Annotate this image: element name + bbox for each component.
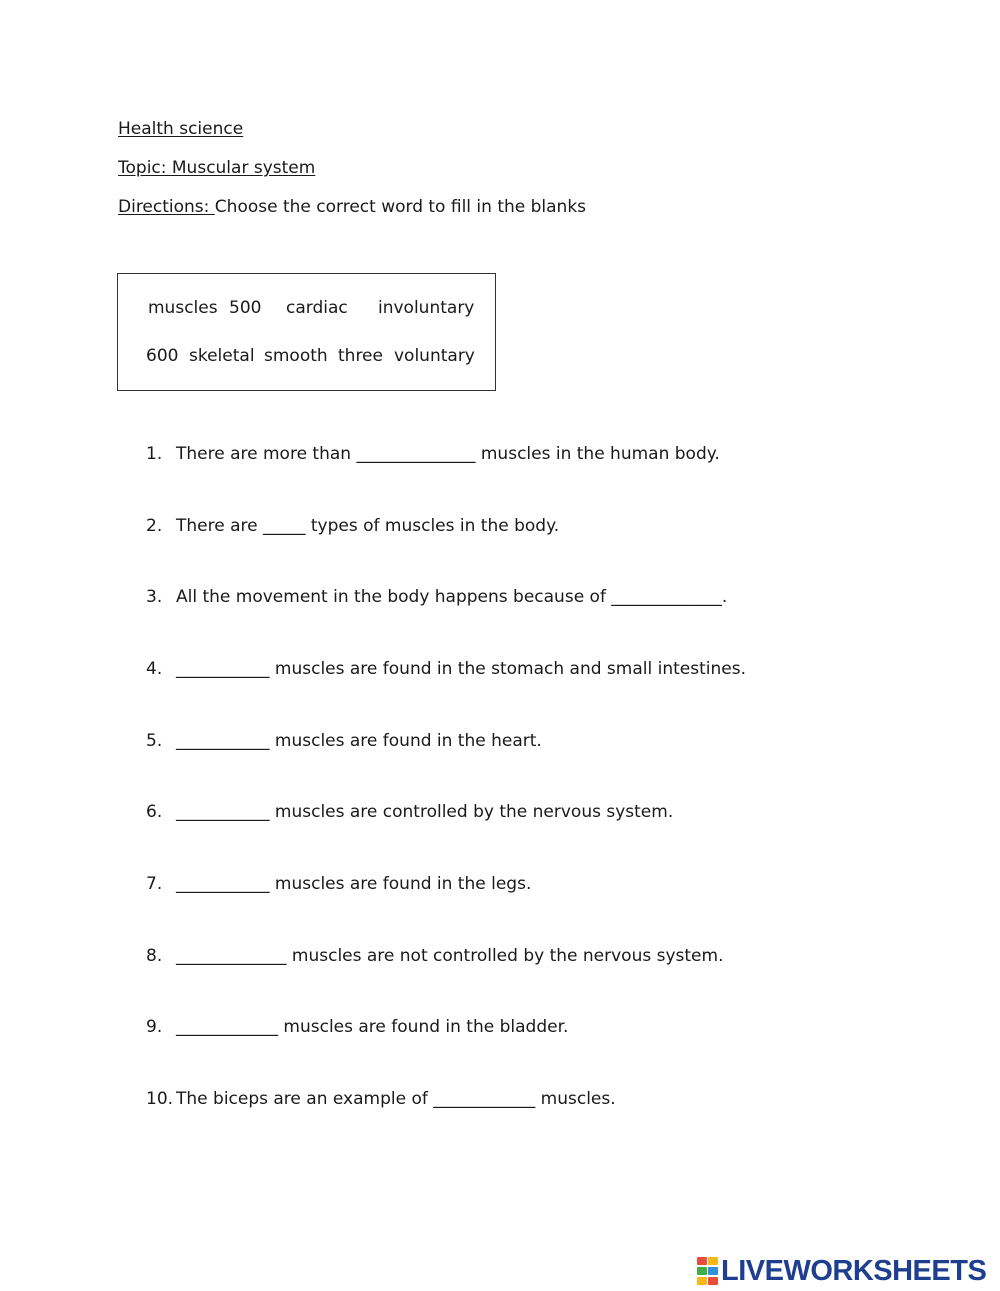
word-bank-item: voluntary xyxy=(394,346,475,366)
question-text: The biceps are an example of ____________ muscles. xyxy=(176,1089,616,1109)
word-bank-item: involuntary xyxy=(378,298,475,318)
word-bank-item: three xyxy=(338,346,383,366)
question-number: 1. xyxy=(146,444,163,464)
topic-heading: Topic: Muscular system xyxy=(118,158,316,178)
directions-text: Choose the correct word to fill in the blanks xyxy=(214,197,587,217)
logo-block xyxy=(708,1267,718,1275)
logo-block xyxy=(697,1267,707,1275)
question-text: ____________ muscles are found in the bladder. xyxy=(176,1017,569,1037)
question-number: 7. xyxy=(146,874,163,894)
liveworksheets-logo xyxy=(697,1255,986,1287)
word-bank xyxy=(117,273,496,391)
question-text: ___________ muscles are found in the legs. xyxy=(176,874,532,894)
word-bank-item: smooth xyxy=(264,346,328,366)
question-text: _____________ muscles are not controlled by the nervous system. xyxy=(176,946,724,966)
question-number: 10. xyxy=(146,1089,174,1109)
logo-blocks-icon xyxy=(697,1257,719,1285)
question-number: 2. xyxy=(146,516,163,536)
question-number: 3. xyxy=(146,587,163,607)
question-number: 5. xyxy=(146,731,163,751)
question-number: 8. xyxy=(146,946,163,966)
logo-block xyxy=(708,1257,718,1265)
word-bank-item: skeletal xyxy=(189,346,255,366)
question-text: There are more than ______________ muscles in the human body. xyxy=(176,444,720,464)
word-bank-item: cardiac xyxy=(286,298,348,318)
logo-block xyxy=(708,1277,718,1285)
question-text: All the movement in the body happens because of _____________. xyxy=(176,587,728,607)
word-bank-item: 600 xyxy=(146,346,179,366)
question-text: ___________ muscles are found in the stomach and small intestines. xyxy=(176,659,746,679)
logo-block xyxy=(697,1277,707,1285)
question-text: ___________ muscles are found in the heart. xyxy=(176,731,542,751)
directions-label: Directions: xyxy=(118,197,215,217)
question-number: 9. xyxy=(146,1017,163,1037)
subject-heading: Health science xyxy=(118,119,244,139)
question-number: 6. xyxy=(146,802,163,822)
word-bank-item: muscles xyxy=(148,298,218,318)
question-text: ___________ muscles are controlled by the nervous system. xyxy=(176,802,674,822)
question-text: There are _____ types of muscles in the body. xyxy=(176,516,560,536)
word-bank-item: 500 xyxy=(229,298,262,318)
directions xyxy=(118,196,586,218)
logo-block xyxy=(697,1257,707,1265)
logo-text: LIVEWORKSHEETS xyxy=(721,1254,987,1287)
question-number: 4. xyxy=(146,659,163,679)
